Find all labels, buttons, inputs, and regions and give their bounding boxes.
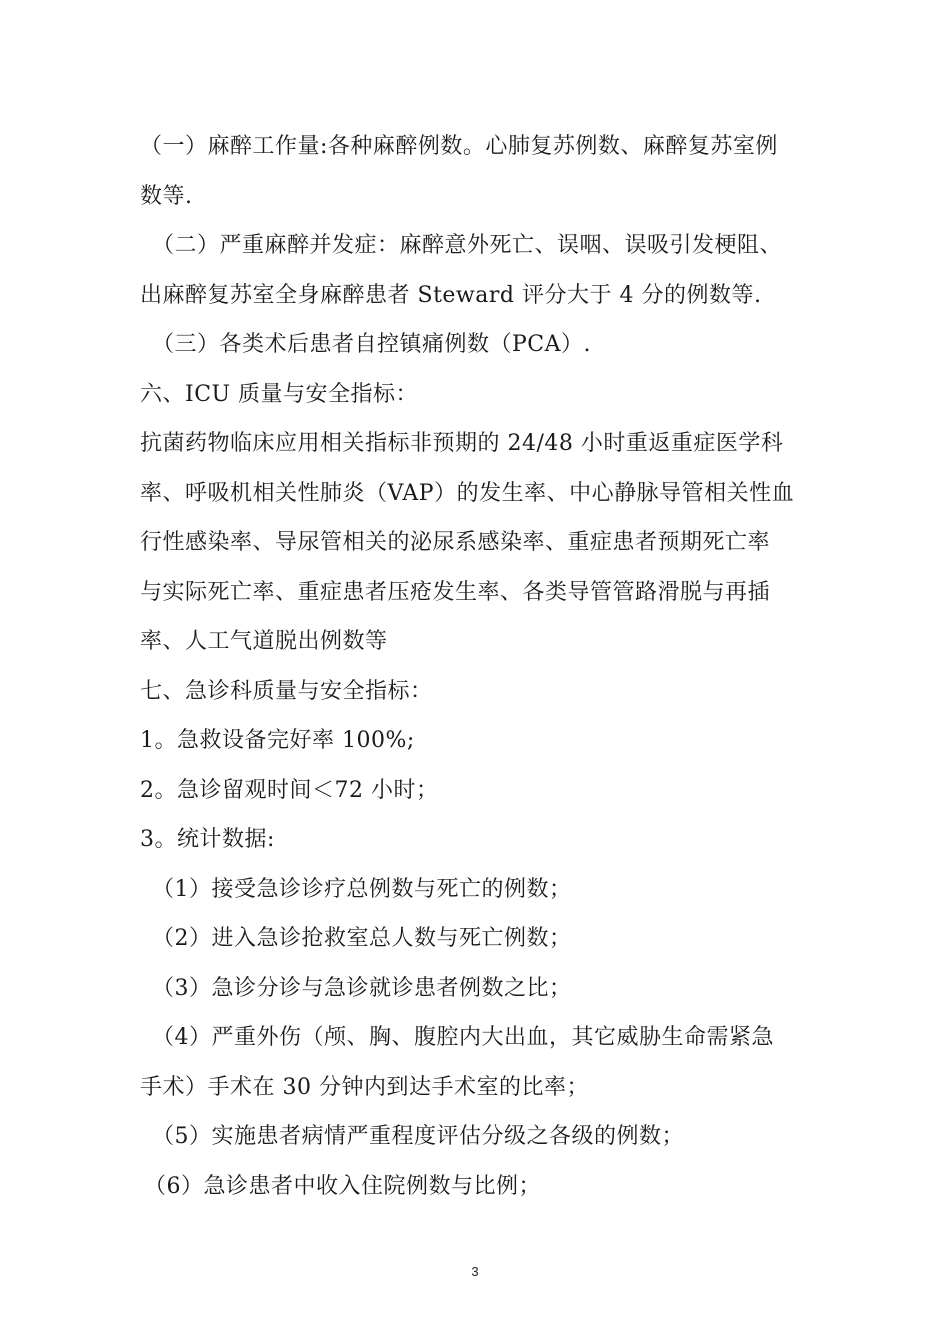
sub-item-6: （6）急诊患者中收入住院例数与比例； [144, 1173, 541, 1199]
page-number: 3 [471, 1264, 479, 1279]
sub-item-4: （4）严重外伤（颅、胸、腹腔内大出血，其它威胁生命需紧急 [152, 1025, 774, 1050]
sub-item-2: （2）进入急诊抢救室总人数与死亡例数； [152, 926, 572, 951]
sub-item-5: （5）实施患者病情严重程度评估分级之各级的例数； [152, 1124, 684, 1149]
text-line-anesthesia-workload-cont: 数等. [140, 183, 193, 209]
list-item-observation-time: 2。急诊留观时间＜72 小时； [140, 777, 439, 803]
text-line-icu-indicators-2: 率、呼吸机相关性肺炎（VAP）的发生率、中心静脉导管相关性血 [140, 480, 795, 506]
sub-item-3: （3）急诊分诊与急诊就诊患者例数之比； [152, 975, 572, 1001]
text-line-icu-indicators-4: 与实际死亡率、重症患者压疮发生率、各类导管管路滑脱与再插 [140, 579, 771, 605]
document-body [140, 122, 820, 1211]
text-line-icu-indicators-1: 抗菌药物临床应用相关指标非预期的 24/48 小时重返重症医学科 [140, 431, 784, 456]
text-line-anesthesia-workload: （一）麻醉工作量:各种麻醉例数。心肺复苏例数、麻醉复苏室例 [140, 134, 778, 159]
text-line-icu-indicators-3: 行性感染率、导尿管相关的泌尿系感染率、重症患者预期死亡率 [140, 530, 771, 555]
section-heading-icu: 六、ICU 质量与安全指标： [140, 381, 419, 407]
sub-item-1: （1）接受急诊诊疗总例数与死亡的例数； [152, 876, 572, 902]
text-line-anesthesia-complications: （二）严重麻醉并发症：麻醉意外死亡、误咽、误吸引发梗阻、 [152, 233, 783, 258]
section-heading-emergency: 七、急诊科质量与安全指标： [140, 678, 433, 704]
list-item-statistics: 3。统计数据: [140, 827, 275, 852]
list-item-equipment-rate: 1。急救设备完好率 100%; [140, 728, 415, 753]
text-line-anesthesia-complications-cont: 出麻醉复苏室全身麻醉患者 Steward 评分大于 4 分的例数等. [140, 282, 762, 308]
text-line-icu-indicators-5: 率、人工气道脱出例数等 [140, 629, 388, 654]
sub-item-4-cont: 手术）手术在 30 分钟内到达手术室的比率； [140, 1074, 589, 1100]
text-line-pca: （三）各类术后患者自控镇痛例数（PCA）. [152, 332, 592, 357]
